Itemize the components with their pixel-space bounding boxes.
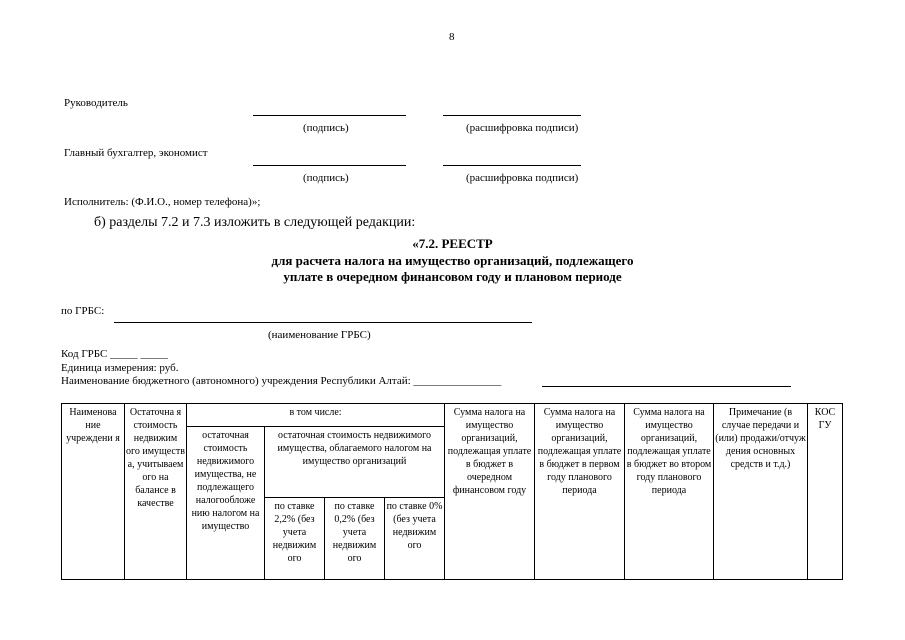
grbs-label: по ГРБС: — [61, 305, 105, 317]
registry-table — [61, 403, 843, 580]
header-rate-0-2: по ставке 0,2% (без учета недвижим ого — [325, 498, 385, 580]
header-taxable: остаточная стоимость недвижимого имущества, облагаемого налогом на имущество организаций — [265, 427, 445, 498]
grbs-caption: (наименование ГРБС) — [268, 329, 371, 341]
signature-line — [253, 165, 406, 166]
institution-name-line — [542, 386, 791, 387]
signature-decoding-caption: (расшифровка подписи) — [466, 172, 579, 184]
header-rate-0: по ставке 0% (без учета недвижим ого — [385, 498, 445, 580]
signature-caption: (подпись) — [303, 172, 349, 184]
page-number: 8 — [449, 31, 455, 43]
chief-accountant-label: Главный бухгалтер, экономист — [64, 147, 208, 159]
header-institution-name: Наименова ние учреждени я — [62, 404, 125, 580]
signature-decoding-caption: (расшифровка подписи) — [466, 122, 579, 134]
header-rate-2-2: по ставке 2,2% (без учета недвижим ого — [265, 498, 325, 580]
signature-decoding-line — [443, 115, 581, 116]
header-tax-second-plan-year: Сумма налога на имущество организаций, подлежащая уплате в бюджет во втором году планового периода — [625, 404, 714, 580]
section-subtitle: уплате в очередном финансовом году и плановом периоде — [283, 269, 622, 284]
institution-name-label: Наименование бюджетного (автономного) учреждения Республики Алтай: ________________ — [61, 375, 502, 387]
header-tax-next-year: Сумма налога на имущество организаций, подлежащая уплате в бюджет в очередном финансовом году — [445, 404, 535, 580]
section-subtitle: для расчета налога на имущество организаций, подлежащего — [271, 253, 634, 268]
section-title: «7.2. РЕЕСТР — [412, 236, 493, 251]
header-tax-first-plan-year: Сумма налога на имущество организаций, подлежащая уплате в бюджет в первом году планового периода — [535, 404, 625, 580]
header-residual-value: Остаточна я стоимость недвижим ого имуществ а, учитываем ого на балансе в качестве — [125, 404, 187, 580]
header-including: в том числе: — [187, 404, 445, 427]
instruction-text: б) разделы 7.2 и 7.3 изложить в следующей редакции: — [94, 215, 416, 230]
unit-of-measure: Единица измерения: руб. — [61, 362, 179, 374]
signature-decoding-line — [443, 165, 581, 166]
header-note: Примечание (в случае передачи и (или) продажи/отчуж дения основных средств и т.д.) — [714, 404, 808, 580]
header-not-taxable: остаточная стоимость недвижимого имущества, не подлежащего налогообложе нию налогом на имущество — [187, 427, 265, 580]
header-kosgu: КОС ГУ — [808, 404, 843, 580]
signature-line — [253, 115, 406, 116]
grbs-name-line — [114, 322, 532, 323]
grbs-code: Код ГРБС _____ _____ — [61, 348, 168, 360]
signature-caption: (подпись) — [303, 122, 349, 134]
executor-label: Исполнитель: (Ф.И.О., номер телефона)»; — [64, 196, 261, 208]
head-label: Руководитель — [64, 97, 128, 109]
